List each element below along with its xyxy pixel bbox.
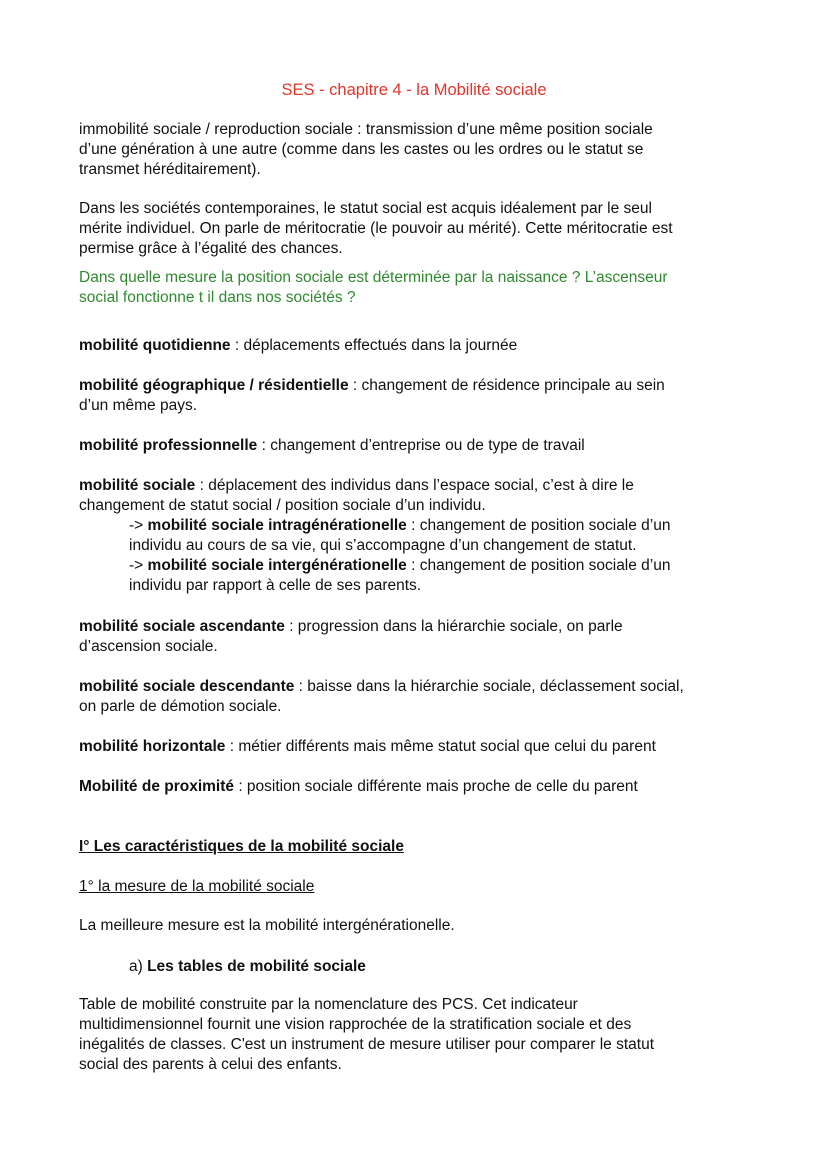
intro-paragraph: immobilité sociale / reproduction sociale : transmission d’une même position sociale d’une génération à une autre (comme dans les castes ou les ordres ou le statut se transmet héréditairement). — [79, 121, 653, 178]
part-title: Les tables de mobilité sociale — [147, 958, 366, 975]
problem-question: Dans quelle mesure la position sociale est déterminée par la naissance ? L’ascenseur social fonctionne t il dans nos sociétés ? — [79, 269, 668, 306]
mobility-table-paragraph: Table de mobilité construite par la nomenclature des PCS. Cet indicateur multidimensionnel fournit une vision rapprochée de la stratification sociale et des inégalités de classes. C'est un instrument de mesure utiliser pour comparer le statut social des parents à celui des enfants. — [79, 996, 655, 1073]
definition-horizontal-mobility — [79, 737, 779, 757]
part-label: a) — [129, 958, 148, 975]
definition-text: : métier différents mais même statut social que celui du parent — [225, 738, 656, 755]
definition-upward-mobility — [79, 617, 779, 657]
definition-text: : changement d’entreprise ou de type de travail — [257, 437, 585, 454]
definition-social-mobility — [79, 476, 779, 516]
definition-text: : déplacement des individus dans l’espace social, c’est à dire le changement de statut social / position sociale d’un individu. — [79, 477, 634, 514]
definition-downward-mobility — [79, 677, 779, 717]
term: mobilité professionnelle — [79, 437, 258, 454]
arrow-prefix: -> — [129, 517, 148, 534]
part-a-heading — [129, 957, 828, 977]
definition-professional-mobility — [79, 436, 779, 456]
definition-text: : changement de position sociale d’un individu par rapport à celle de ses parents. — [129, 557, 671, 594]
term: mobilité sociale intergénérationelle — [147, 557, 407, 574]
term: mobilité sociale intragénérationelle — [147, 517, 407, 534]
term: mobilité sociale — [79, 477, 196, 494]
sub-definition-intergenerational — [129, 556, 779, 596]
section-heading: I° Les caractéristiques de la mobilité sociale — [79, 838, 404, 855]
best-measure-text: La meilleure mesure est la mobilité intergénérationelle. — [79, 917, 455, 934]
term: mobilité horizontale — [79, 738, 226, 755]
subsection-heading: 1° la mesure de la mobilité sociale — [79, 878, 315, 895]
definition-text: : déplacements effectués dans la journée — [230, 337, 518, 354]
term: mobilité sociale ascendante — [79, 618, 285, 635]
sub-definition-intragenerational — [129, 516, 779, 556]
definition-text: : position sociale différente mais proche de celle du parent — [234, 778, 638, 795]
term: mobilité quotidienne — [79, 337, 231, 354]
meritocracy-paragraph: Dans les sociétés contemporaines, le statut social est acquis idéalement par le seul mérite individuel. On parle de méritocratie (le pouvoir au mérité). Cette méritocratie est permise grâce à l’égalité des chances. — [79, 200, 673, 257]
term: Mobilité de proximité — [79, 778, 235, 795]
definition-proximity-mobility — [79, 777, 779, 797]
arrow-prefix: -> — [129, 557, 148, 574]
definition-geographic-mobility — [79, 376, 779, 416]
term: mobilité géographique / résidentielle — [79, 377, 349, 394]
page-title: SES - chapitre 4 - la Mobilité sociale — [281, 81, 547, 99]
definition-daily-mobility — [79, 336, 779, 356]
definition-text: : changement de position sociale d’un individu au cours de sa vie, qui s’accompagne d’un changement de statut. — [129, 517, 671, 554]
definition-text: : baisse dans la hiérarchie sociale, déclassement social, on parle de démotion sociale. — [79, 678, 684, 715]
definition-text: : progression dans la hiérarchie sociale, on parle d’ascension sociale. — [79, 618, 623, 655]
definition-text: : changement de résidence principale au sein d’un même pays. — [79, 377, 665, 414]
term: mobilité sociale descendante — [79, 678, 295, 695]
